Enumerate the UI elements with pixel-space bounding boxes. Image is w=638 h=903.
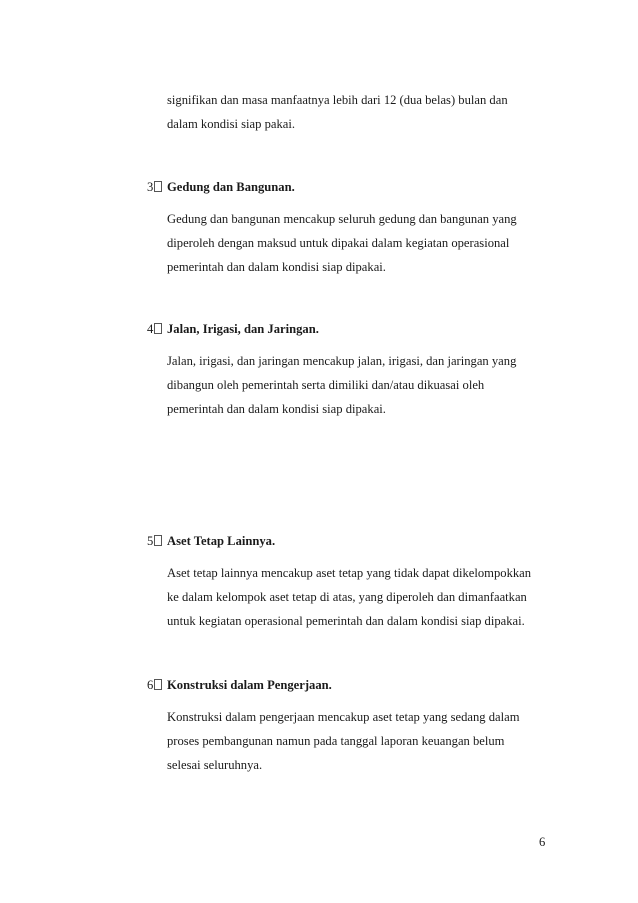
- section-line: Konstruksi dalam pengerjaan mencakup aset tetap yang sedang dalam: [167, 710, 520, 724]
- section-line: untuk kegiatan operasional pemerintah dan dalam kondisi siap dipakai.: [167, 614, 525, 628]
- bullet-glyph-icon: [154, 535, 162, 546]
- bullet-glyph-icon: [154, 181, 162, 192]
- intro-line-1: signifikan dan masa manfaatnya lebih dari 12 (dua belas) bulan dan: [167, 93, 508, 107]
- section-line: Aset tetap lainnya mencakup aset tetap yang tidak dapat dikelompokkan: [167, 566, 532, 580]
- section-heading: Gedung dan Bangunan.: [167, 180, 295, 194]
- section-line: pemerintah dan dalam kondisi siap dipakai.: [167, 260, 386, 274]
- section-line: proses pembangunan namun pada tanggal laporan keuangan belum: [167, 734, 505, 748]
- section-line: dibangun oleh pemerintah serta dimiliki dan/atau dikuasai oleh: [167, 378, 485, 392]
- section-line: pemerintah dan dalam kondisi siap dipakai.: [167, 402, 386, 416]
- section-heading: Konstruksi dalam Pengerjaan.: [167, 678, 332, 692]
- bullet-glyph-icon: [154, 323, 162, 334]
- page-number: 6: [539, 835, 546, 849]
- section-heading: Aset Tetap Lainnya.: [167, 534, 276, 548]
- section-line: diperoleh dengan maksud untuk dipakai dalam kegiatan operasional: [167, 236, 510, 250]
- section-line: ke dalam kelompok aset tetap di atas, yang diperoleh dan dimanfaatkan: [167, 590, 527, 604]
- section-number-4: 4: [147, 321, 162, 337]
- section-line: Gedung dan bangunan mencakup seluruh gedung dan bangunan yang: [167, 212, 517, 226]
- section-number-3: 3: [147, 179, 162, 195]
- intro-line-2: dalam kondisi siap pakai.: [167, 117, 296, 131]
- section-number-5: 5: [147, 533, 162, 549]
- section-heading: Jalan, Irigasi, dan Jaringan.: [167, 322, 319, 336]
- bullet-glyph-icon: [154, 679, 162, 690]
- section-line: Jalan, irigasi, dan jaringan mencakup jalan, irigasi, dan jaringan yang: [167, 354, 517, 368]
- section-number-6: 6: [147, 677, 162, 693]
- section-line: selesai seluruhnya.: [167, 758, 263, 772]
